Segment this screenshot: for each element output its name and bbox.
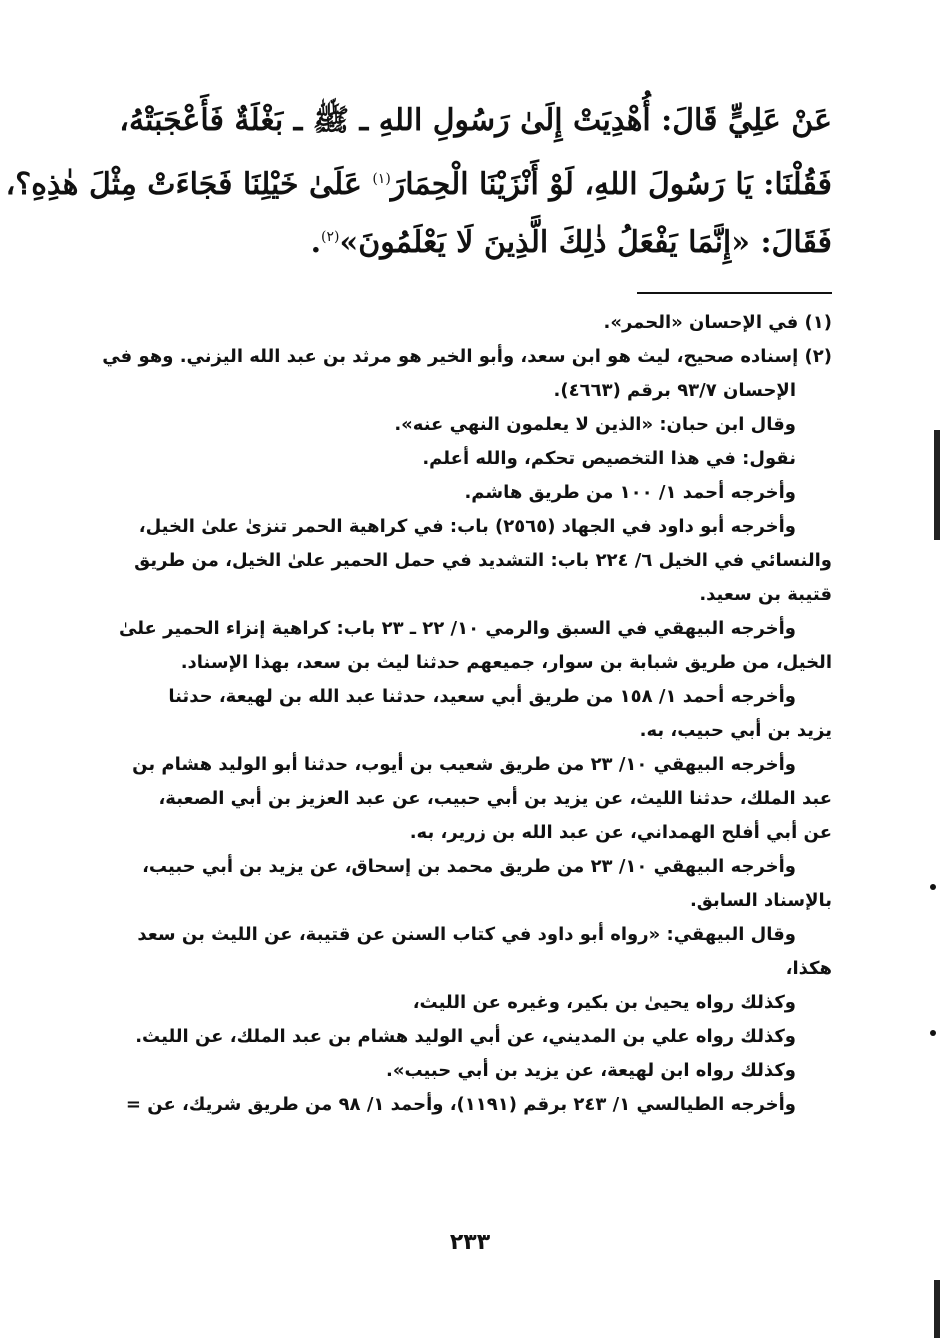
scan-speck [930,1030,936,1036]
footnote-line: يزيد بن أبي حبيب، به. [639,720,832,741]
footnote-line: وأخرجه البيهقي في السبق والرمي ١٠/ ٢٢ ـ ٢٣ باب: كراهية إنزاء الحمير علىٰ [119,618,796,639]
footnote-line: بالإسناد السابق. [689,890,832,911]
page-number: ٢٣٣ [449,1230,491,1255]
footnote-line: عبد الملك، حدثنا الليث، عن يزيد بن أبي حبيب، عن عبد العزيز بن أبي الصعبة، [158,788,832,809]
scan-speck [930,884,936,890]
hadith-line-3 [112,208,832,266]
footnote-line: وقال ابن حبان: «الذين لا يعلمون النهي عنه». [394,414,796,435]
footnote-ref-1: (١) [372,171,391,187]
hadith-line-2 [5,150,832,208]
footnote-line: وأخرجه أحمد ١/ ١٠٠ من طريق هاشم. [464,482,796,503]
hadith-line-2-text-a: فَقُلْنَا: يَا رَسُولَ اللهِ، لَوْ أَنْزَيْنَا الْحِمَارَ [390,167,832,202]
footnote-line: (١) في الإحسان «الحمر». [603,312,832,333]
footnote-line: والنسائي في الخيل ٦/ ٢٢٤ باب: التشديد في حمل الحمير علىٰ الخيل، من طريق [134,550,832,571]
scan-edge-mark [934,430,940,540]
hadith-line-1-text: عَنْ عَلِيٍّ قَالَ: أُهْدِيَتْ إِلَىٰ رَسُولِ اللهِ ـ ﷺ ـ بَغْلَةٌ فَأَعْجَبَتْهُ، [119,103,832,138]
footnote-line: وأخرجه الطيالسي ١/ ٢٤٣ برقم (١١٩١)، وأحمد ١/ ٩٨ من طريق شريك، عن = [125,1094,796,1115]
hadith-line-2-text-b: عَلَىٰ خَيْلِنَا فَجَاءَتْ مِثْلَ هٰذِهِ؟، [5,167,373,202]
footnotes [102,306,832,1122]
footnote-line: قتيبة بن سعيد. [699,584,832,605]
footnote-ref-2: (٢) [321,229,340,245]
hadith-text [5,92,832,266]
hadith-line-3-text-a: فَقَالَ: «إِنَّمَا يَفْعَلُ ذٰلِكَ الَّذِينَ لَا يَعْلَمُونَ» [339,225,832,260]
footnote-line: وأخرجه البيهقي ١٠/ ٢٣ من طريق شعيب بن أيوب، حدثنا أبو الوليد هشام بن [132,754,796,775]
footnote-line: (٢) إسناده صحيح، ليث هو ابن سعد، وأبو الخير هو مرثد بن عبد الله اليزني. وهو في [102,346,832,367]
footnote-line: عن أبي أفلح الهمداني، عن عبد الله بن زرير، به. [409,822,832,843]
footnote-line: الإحسان ٩٣/٧ برقم (٤٦٦٣). [553,380,796,401]
footnote-line: وكذلك رواه علي بن المديني، عن أبي الوليد هشام بن عبد الملك، عن الليث. [135,1026,796,1047]
footnote-line: وكذلك رواه ابن لهيعة، عن يزيد بن أبي حبيب». [386,1060,796,1081]
footnote-line: وقال البيهقي: «رواه أبو داود في كتاب السنن عن قتيبة، عن الليث بن سعد [137,924,796,945]
hadith-line-1 [112,92,832,150]
footnote-line: وكذلك رواه يحيىٰ بن بكير، وغيره عن الليث، [412,992,796,1013]
footnote-separator [637,292,832,294]
footnote-line: نقول: في هذا التخصيص تحكم، والله أعلم. [422,448,796,469]
footnote-line: وأخرجه أبو داود في الجهاد (٢٥٦٥) باب: في كراهية الحمر تنزىٰ علىٰ الخيل، [138,516,796,537]
footnote-line: وأخرجه البيهقي ١٠/ ٢٣ من طريق محمد بن إسحاق، عن يزيد بن أبي حبيب، [142,856,796,877]
footnote-line: الخيل، من طريق شبابة بن سوار، جميعهم حدثنا ليث بن سعد، بهذا الإسناد. [180,652,832,673]
footnote-line: هكذا، [785,958,832,979]
scan-edge-mark [934,1280,940,1338]
hadith-line-3-text-b: . [310,225,322,260]
footnote-line: وأخرجه أحمد ١/ ١٥٨ من طريق أبي سعيد، حدثنا عبد الله بن لهيعة، حدثنا [168,686,796,707]
